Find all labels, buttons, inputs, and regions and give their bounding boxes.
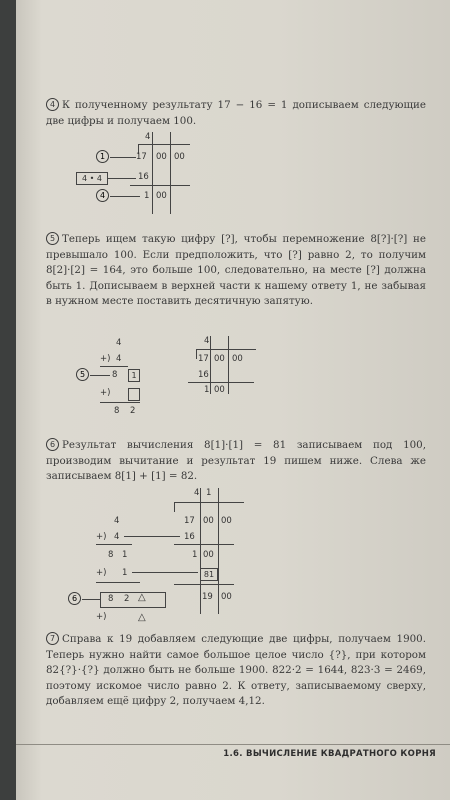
row1-cell: 00: [174, 152, 185, 162]
bracket-left-line: [174, 502, 175, 512]
subtract-line: [188, 382, 254, 383]
section-title: 1.6. ВЫЧИСЛЕНИЕ КВАДРАТНОГО КОРНЯ: [223, 749, 436, 759]
step-6-number: 6: [46, 438, 59, 451]
step-7-number: 7: [46, 632, 59, 645]
left-digit: 8: [112, 370, 118, 380]
bracket-top-line: [196, 349, 256, 350]
answer-digit: 4: [194, 488, 200, 498]
arrow-line: [108, 178, 136, 179]
left-digit: 4: [114, 516, 120, 526]
sum-line: [100, 402, 140, 403]
left-digit: 1: [122, 568, 128, 578]
left-digit: 2: [124, 594, 130, 604]
book-page: [16, 0, 450, 800]
row1-cell: 17: [136, 152, 147, 162]
left-digit: 2: [130, 406, 136, 416]
answer-digit: 1: [206, 488, 212, 498]
row3-cell: 00: [203, 550, 214, 560]
sum-line: [96, 582, 140, 583]
left-digit: 8: [108, 594, 114, 604]
row5-cell: 00: [221, 592, 232, 602]
page-footer: [16, 744, 450, 765]
plus-sign: +): [96, 532, 107, 542]
subtract-line: [174, 584, 234, 585]
step-4-number: 4: [46, 98, 59, 111]
bracket-top-line: [138, 144, 190, 145]
left-digit: 4: [114, 532, 120, 542]
left-digit: 8: [108, 550, 114, 560]
plus-sign: +): [100, 354, 111, 364]
row3-cell: 00: [214, 385, 225, 395]
row3-cell: 1: [204, 385, 210, 395]
answer-digit: 4: [145, 132, 151, 142]
subtract-line: [130, 185, 190, 186]
plus-sign: +): [100, 388, 111, 398]
arrow-line: [110, 196, 140, 197]
row1-cell: 17: [184, 516, 195, 526]
left-digit: 4: [116, 354, 122, 364]
row5-cell: 19: [202, 592, 213, 602]
column-line-2: [170, 132, 171, 214]
step-5-text: Теперь ищем такую цифру [?], чтобы перемножение 8[?]·[?] не превышало 100. Если предположить, что [?] равно 2, то получим 8[2]·[2] = 164, это больше 100, следовательно, на месте [?] должна быть 1. Дописываем в верхней части к нашему ответу 1, не забывая в нужном месте поставить десятичную запятую.: [46, 233, 426, 307]
column-line-1: [152, 132, 153, 214]
sum-line: [100, 366, 128, 367]
row1-cell: 00: [214, 354, 225, 364]
step-7-paragraph: [46, 632, 426, 710]
sum-line: [96, 544, 132, 545]
arrow-line: [110, 157, 136, 158]
arrow-line: [132, 572, 198, 573]
bracket-left-line: [196, 349, 197, 359]
left-digit: 1: [122, 550, 128, 560]
row1-cell: 00: [221, 516, 232, 526]
answer-digit: 4: [204, 336, 210, 346]
triangle-icon: △: [138, 592, 146, 603]
arrow-line: [124, 536, 180, 537]
row1-cell: 00: [203, 516, 214, 526]
empty-box: [128, 388, 140, 401]
column-line-2: [218, 488, 219, 614]
boxed-product: 81: [200, 568, 218, 581]
row1-cell: 17: [198, 354, 209, 364]
figure-step-5: [76, 336, 266, 430]
row3-cell: 1: [144, 191, 150, 201]
row2-cell: 16: [184, 532, 195, 542]
column-line-1: [200, 488, 201, 614]
column-line-2: [228, 336, 229, 394]
step-5-paragraph: [46, 232, 426, 310]
step-7-text: Справа к 19 добавляем следующие две цифры, получаем 1900. Теперь нужно найти самое большое целое число {?}, при котором 82{?}·{?} должно быть не больше 1900. 822·2 = 1644, 823·3 = 2469, поэтому искомое число равно 2. К ответу, записываемому сверху, добавляем ещё цифру 2, получаем 4,12.: [46, 633, 426, 707]
row3-cell: 00: [156, 191, 167, 201]
boxed-digit: 1: [128, 369, 140, 382]
row1-cell: 00: [232, 354, 243, 364]
marker-6: 6: [68, 592, 81, 605]
step-6-paragraph: [46, 438, 426, 485]
arrow-line: [90, 375, 110, 376]
marker-5: 5: [76, 368, 89, 381]
row2-cell: 16: [138, 172, 149, 182]
row1-cell: 00: [156, 152, 167, 162]
step-4-paragraph: [46, 98, 426, 129]
figure-step-4: [76, 132, 236, 214]
marker-4: 4: [96, 189, 109, 202]
plus-sign: +): [96, 568, 107, 578]
step-4-text: К полученному результату 17 − 16 = 1 дописываем следующие две цифры и получаем 100.: [46, 99, 426, 127]
row3-cell: 1: [192, 550, 198, 560]
bracket-top-line: [174, 502, 244, 503]
arrow-line: [82, 599, 100, 600]
subtract-line: [174, 544, 234, 545]
row2-cell: 16: [198, 370, 209, 380]
boxed-product: 4 • 4: [76, 172, 108, 185]
marker-1: 1: [96, 150, 109, 163]
step-5-number: 5: [46, 232, 59, 245]
step-6-text: Результат вычисления 8[1]·[1] = 81 записываем под 100, производим вычитание и результат 19 пишем ниже. Слева же записываем 8[1] + [1] = 82.: [46, 439, 426, 482]
left-digit: 4: [116, 338, 122, 348]
left-digit: 8: [114, 406, 120, 416]
column-line-1: [210, 336, 211, 394]
plus-sign: +): [96, 612, 107, 622]
triangle-icon: △: [138, 612, 146, 623]
figure-step-6: [46, 488, 266, 630]
